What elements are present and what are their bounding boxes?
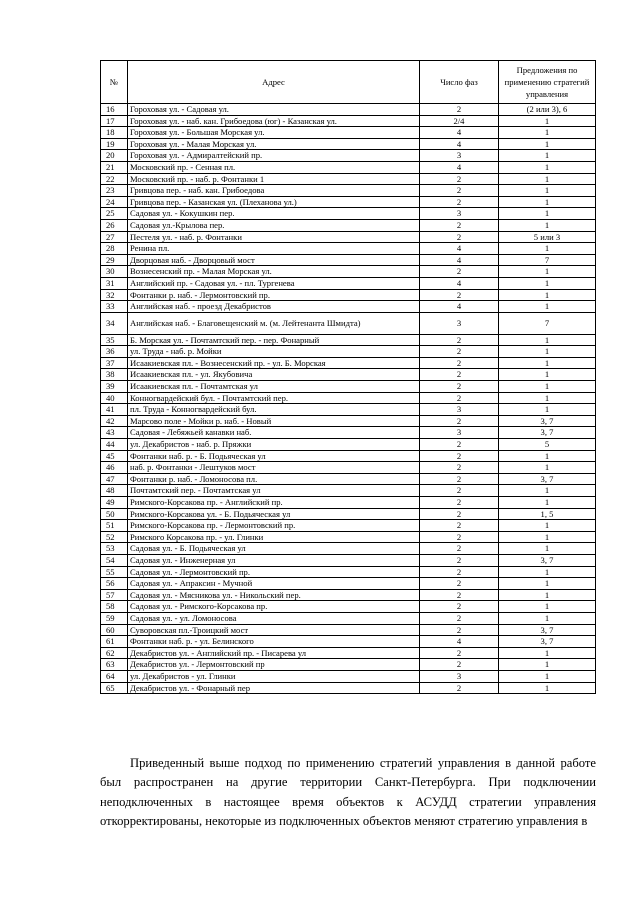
table-row xyxy=(101,346,596,358)
row-phase-count: 2 xyxy=(420,659,499,671)
table-row xyxy=(101,334,596,346)
row-number: 50 xyxy=(101,508,128,520)
row-strategy: 1 xyxy=(499,357,596,369)
row-phase-count: 2 xyxy=(420,589,499,601)
table-row xyxy=(101,485,596,497)
row-phase-count: 3 xyxy=(420,208,499,220)
row-address: Садовая ул. - Инженерная ул xyxy=(128,554,420,566)
row-strategy: 7 xyxy=(499,312,596,334)
table-row xyxy=(101,601,596,613)
row-phase-count: 2 xyxy=(420,231,499,243)
row-phase-count: 2 xyxy=(420,578,499,590)
row-phase-count: 2 xyxy=(420,485,499,497)
table-row xyxy=(101,520,596,532)
row-phase-count: 2 xyxy=(420,601,499,613)
body-paragraph xyxy=(100,754,596,832)
row-phase-count: 3 xyxy=(420,404,499,416)
row-strategy: 1, 5 xyxy=(499,508,596,520)
row-strategy: 1 xyxy=(499,150,596,162)
row-address: Садовая ул. - Лермонтовский пр. xyxy=(128,566,420,578)
row-strategy: 1 xyxy=(499,520,596,532)
table-row xyxy=(101,254,596,266)
row-strategy: 1 xyxy=(499,566,596,578)
row-strategy: 3, 7 xyxy=(499,624,596,636)
row-address: Гривцова пер. - Казанская ул. (Плеханова ул.) xyxy=(128,196,420,208)
row-number: 19 xyxy=(101,138,128,150)
row-number: 21 xyxy=(101,161,128,173)
row-number: 37 xyxy=(101,357,128,369)
row-strategy: 3, 7 xyxy=(499,554,596,566)
row-strategy: 1 xyxy=(499,647,596,659)
row-address: Гороховая ул. - Большая Морская ул. xyxy=(128,127,420,139)
row-number: 24 xyxy=(101,196,128,208)
table-row xyxy=(101,450,596,462)
row-strategy: 7 xyxy=(499,254,596,266)
row-number: 40 xyxy=(101,392,128,404)
row-number: 54 xyxy=(101,554,128,566)
row-phase-count: 2/4 xyxy=(420,115,499,127)
row-phase-count: 2 xyxy=(420,624,499,636)
row-number: 34 xyxy=(101,312,128,334)
row-strategy: 1 xyxy=(499,346,596,358)
table-row xyxy=(101,301,596,313)
row-number: 17 xyxy=(101,115,128,127)
header-address: Адрес xyxy=(128,61,420,104)
row-strategy: 1 xyxy=(499,392,596,404)
row-number: 61 xyxy=(101,636,128,648)
row-phase-count: 2 xyxy=(420,415,499,427)
row-address: Садовая - Лебяжьей канавки наб. xyxy=(128,427,420,439)
row-strategy: (2 или 3), 6 xyxy=(499,104,596,116)
row-number: 60 xyxy=(101,624,128,636)
row-strategy: 1 xyxy=(499,450,596,462)
row-phase-count: 2 xyxy=(420,682,499,694)
row-address: Почтамтский пер. - Почтамтская ул xyxy=(128,485,420,497)
row-strategy: 5 xyxy=(499,439,596,451)
row-strategy: 1 xyxy=(499,243,596,255)
table-header-row xyxy=(101,61,596,104)
row-number: 32 xyxy=(101,289,128,301)
table-row xyxy=(101,636,596,648)
row-number: 57 xyxy=(101,589,128,601)
row-strategy: 1 xyxy=(499,531,596,543)
row-phase-count: 4 xyxy=(420,277,499,289)
row-address: Исаакиевская пл. - Почтамтская ул xyxy=(128,381,420,393)
row-phase-count: 4 xyxy=(420,127,499,139)
row-number: 45 xyxy=(101,450,128,462)
row-phase-count: 2 xyxy=(420,104,499,116)
row-address: Пестеля ул. - наб. р. Фонтанки xyxy=(128,231,420,243)
table-row xyxy=(101,196,596,208)
row-phase-count: 2 xyxy=(420,439,499,451)
row-strategy: 1 xyxy=(499,266,596,278)
row-number: 39 xyxy=(101,381,128,393)
row-number: 48 xyxy=(101,485,128,497)
table-row xyxy=(101,543,596,555)
row-strategy: 1 xyxy=(499,185,596,197)
header-number: № xyxy=(101,61,128,104)
row-strategy: 5 или 3 xyxy=(499,231,596,243)
row-number: 38 xyxy=(101,369,128,381)
row-number: 28 xyxy=(101,243,128,255)
table-row xyxy=(101,277,596,289)
row-phase-count: 2 xyxy=(420,185,499,197)
row-phase-count: 2 xyxy=(420,473,499,485)
row-address: Английский пр. - Садовая ул. - пл. Тургенева xyxy=(128,277,420,289)
row-phase-count: 2 xyxy=(420,289,499,301)
row-strategy: 1 xyxy=(499,289,596,301)
row-strategy: 1 xyxy=(499,497,596,509)
row-address: Гороховая ул. - Адмиралтейский пр. xyxy=(128,150,420,162)
row-address: Гороховая ул. - Садовая ул. xyxy=(128,104,420,116)
row-number: 30 xyxy=(101,266,128,278)
row-address: ул. Труда - наб. р. Мойки xyxy=(128,346,420,358)
table-row xyxy=(101,554,596,566)
row-address: Московский пр. - наб. р. Фонтанки 1 xyxy=(128,173,420,185)
row-phase-count: 2 xyxy=(420,369,499,381)
row-strategy: 1 xyxy=(499,138,596,150)
row-strategy: 1 xyxy=(499,196,596,208)
row-strategy: 3, 7 xyxy=(499,636,596,648)
row-strategy: 1 xyxy=(499,589,596,601)
row-phase-count: 2 xyxy=(420,392,499,404)
row-address: Декабристов ул. - Лермонтовский пр xyxy=(128,659,420,671)
row-address: Дворцовая наб. - Дворцовый мост xyxy=(128,254,420,266)
table-row xyxy=(101,312,596,334)
row-number: 64 xyxy=(101,670,128,682)
row-phase-count: 2 xyxy=(420,357,499,369)
row-phase-count: 3 xyxy=(420,150,499,162)
row-strategy: 1 xyxy=(499,173,596,185)
table-row xyxy=(101,138,596,150)
table-row xyxy=(101,682,596,694)
row-number: 41 xyxy=(101,404,128,416)
row-phase-count: 2 xyxy=(420,346,499,358)
table-row xyxy=(101,612,596,624)
table-row xyxy=(101,415,596,427)
row-number: 52 xyxy=(101,531,128,543)
row-address: Римского-Корсакова пр. - Английский пр. xyxy=(128,497,420,509)
table-row xyxy=(101,473,596,485)
table-row xyxy=(101,104,596,116)
row-address: Суворовская пл.-Троицкий мост xyxy=(128,624,420,636)
table-body xyxy=(101,104,596,694)
row-address: Вознесенский пр. - Малая Морская ул. xyxy=(128,266,420,278)
row-strategy: 1 xyxy=(499,612,596,624)
row-number: 43 xyxy=(101,427,128,439)
row-strategy: 1 xyxy=(499,219,596,231)
header-phase-count: Число фаз xyxy=(420,61,499,104)
row-number: 47 xyxy=(101,473,128,485)
row-strategy: 1 xyxy=(499,404,596,416)
row-address: Садовая ул.-Крылова пер. xyxy=(128,219,420,231)
row-address: Английская наб. - Благовещенский м. (м. Лейтенанта Шмидта) xyxy=(128,312,420,334)
row-phase-count: 4 xyxy=(420,254,499,266)
row-address: Фонтанки р. наб. - Ломоносова пл. xyxy=(128,473,420,485)
row-number: 18 xyxy=(101,127,128,139)
body-paragraph-text: Приведенный выше подход по применению стратегий управления в данной работе был распространен на другие территории Санкт-Петербурга. При подключении неподключенных в настоящее время объектов к АСУДД стратегии управления откорректированы, некоторые из подключенных объектов меняют стратегию управления в xyxy=(100,756,596,829)
row-strategy: 3, 7 xyxy=(499,427,596,439)
table-row xyxy=(101,427,596,439)
row-phase-count: 3 xyxy=(420,427,499,439)
row-number: 44 xyxy=(101,439,128,451)
row-strategy: 3, 7 xyxy=(499,415,596,427)
row-number: 27 xyxy=(101,231,128,243)
row-strategy: 1 xyxy=(499,659,596,671)
row-strategy: 1 xyxy=(499,115,596,127)
table-row xyxy=(101,508,596,520)
row-strategy: 1 xyxy=(499,601,596,613)
row-number: 29 xyxy=(101,254,128,266)
row-address: Римского-Корсакова пр. - Лермонтовский пр. xyxy=(128,520,420,532)
row-number: 26 xyxy=(101,219,128,231)
row-address: Фонтанки р. наб. - Лермонтовский пр. xyxy=(128,289,420,301)
row-phase-count: 4 xyxy=(420,301,499,313)
table-row xyxy=(101,589,596,601)
row-address: Декабристов ул. - Фонарный пер xyxy=(128,682,420,694)
row-address: наб. р. Фонтанки - Лештуков мост xyxy=(128,462,420,474)
row-address: Московский пр. - Сенная пл. xyxy=(128,161,420,173)
table-row xyxy=(101,439,596,451)
row-phase-count: 2 xyxy=(420,566,499,578)
row-phase-count: 4 xyxy=(420,138,499,150)
table-row xyxy=(101,243,596,255)
table-row xyxy=(101,115,596,127)
row-address: пл. Труда - Конногвардейский бул. xyxy=(128,404,420,416)
table-row xyxy=(101,289,596,301)
row-address: Ренина пл. xyxy=(128,243,420,255)
row-strategy: 1 xyxy=(499,578,596,590)
row-strategy: 1 xyxy=(499,301,596,313)
row-address: Б. Морская ул. - Почтамтский пер. - пер. Фонарный xyxy=(128,334,420,346)
row-phase-count: 2 xyxy=(420,173,499,185)
row-address: Фонтанки наб. р. - Б. Подьяческая ул xyxy=(128,450,420,462)
row-address: Садовая ул. - Мясникова ул. - Никольский пер. xyxy=(128,589,420,601)
row-phase-count: 2 xyxy=(420,196,499,208)
row-number: 33 xyxy=(101,301,128,313)
row-address: Гривцова пер. - наб. кан. Грибоедова xyxy=(128,185,420,197)
row-strategy: 1 xyxy=(499,485,596,497)
row-phase-count: 2 xyxy=(420,647,499,659)
row-address: Английская наб. - проезд Декабристов xyxy=(128,301,420,313)
row-phase-count: 3 xyxy=(420,312,499,334)
row-phase-count: 2 xyxy=(420,497,499,509)
strategy-table xyxy=(100,60,596,694)
row-number: 53 xyxy=(101,543,128,555)
row-strategy: 1 xyxy=(499,208,596,220)
row-number: 35 xyxy=(101,334,128,346)
row-phase-count: 3 xyxy=(420,670,499,682)
row-address: Исаакиевская пл. - ул. Якубовича xyxy=(128,369,420,381)
row-address: ул. Декабристов - наб. р. Пряжки xyxy=(128,439,420,451)
table-row xyxy=(101,208,596,220)
row-address: Гороховая ул. - наб. кан. Грибоедова (юг) - Казанская ул. xyxy=(128,115,420,127)
table-row xyxy=(101,369,596,381)
table-row xyxy=(101,497,596,509)
table-row xyxy=(101,357,596,369)
row-number: 63 xyxy=(101,659,128,671)
row-address: Садовая ул. - Римского-Корсакова пр. xyxy=(128,601,420,613)
row-number: 59 xyxy=(101,612,128,624)
row-strategy: 1 xyxy=(499,462,596,474)
row-phase-count: 2 xyxy=(420,520,499,532)
row-phase-count: 2 xyxy=(420,381,499,393)
row-strategy: 1 xyxy=(499,543,596,555)
row-phase-count: 4 xyxy=(420,161,499,173)
row-phase-count: 4 xyxy=(420,636,499,648)
table-row xyxy=(101,670,596,682)
row-phase-count: 2 xyxy=(420,334,499,346)
row-phase-count: 2 xyxy=(420,543,499,555)
row-address: Садовая ул. - ул. Ломоносова xyxy=(128,612,420,624)
row-number: 20 xyxy=(101,150,128,162)
row-phase-count: 2 xyxy=(420,219,499,231)
row-number: 42 xyxy=(101,415,128,427)
table-row xyxy=(101,231,596,243)
row-strategy: 1 xyxy=(499,277,596,289)
row-phase-count: 2 xyxy=(420,266,499,278)
table-row xyxy=(101,647,596,659)
row-number: 65 xyxy=(101,682,128,694)
row-number: 58 xyxy=(101,601,128,613)
table-row xyxy=(101,578,596,590)
row-address: Марсово поле - Мойки р. наб. - Новый xyxy=(128,415,420,427)
row-address: Конногвардейский бул. - Почтамтский пер. xyxy=(128,392,420,404)
row-phase-count: 2 xyxy=(420,462,499,474)
table-row xyxy=(101,462,596,474)
table-row xyxy=(101,161,596,173)
row-address: Римского Корсакова пр. - ул. Глинки xyxy=(128,531,420,543)
row-strategy: 3, 7 xyxy=(499,473,596,485)
row-strategy: 1 xyxy=(499,670,596,682)
row-phase-count: 2 xyxy=(420,450,499,462)
row-strategy: 1 xyxy=(499,334,596,346)
table-row xyxy=(101,659,596,671)
table-row xyxy=(101,531,596,543)
row-phase-count: 2 xyxy=(420,531,499,543)
row-number: 49 xyxy=(101,497,128,509)
table-row xyxy=(101,381,596,393)
row-strategy: 1 xyxy=(499,127,596,139)
row-number: 22 xyxy=(101,173,128,185)
table-row xyxy=(101,219,596,231)
row-phase-count: 2 xyxy=(420,612,499,624)
table-row xyxy=(101,150,596,162)
row-strategy: 1 xyxy=(499,682,596,694)
row-number: 31 xyxy=(101,277,128,289)
row-number: 46 xyxy=(101,462,128,474)
row-number: 62 xyxy=(101,647,128,659)
table-row xyxy=(101,404,596,416)
row-address: Садовая ул. - Апраксин - Мучной xyxy=(128,578,420,590)
table-row xyxy=(101,127,596,139)
row-phase-count: 2 xyxy=(420,508,499,520)
row-address: Исаакиевская пл. - Вознесенский пр. - ул. Б. Морская xyxy=(128,357,420,369)
row-address: Декабристов ул. - Английский пр. - Писарева ул xyxy=(128,647,420,659)
row-number: 36 xyxy=(101,346,128,358)
row-address: Садовая ул. - Б. Подьяческая ул xyxy=(128,543,420,555)
table-row xyxy=(101,173,596,185)
table-row xyxy=(101,266,596,278)
table-row xyxy=(101,185,596,197)
row-number: 55 xyxy=(101,566,128,578)
table-row xyxy=(101,566,596,578)
row-phase-count: 4 xyxy=(420,243,499,255)
table-row xyxy=(101,624,596,636)
row-address: Фонтанки наб. р. - ул. Белинского xyxy=(128,636,420,648)
row-number: 25 xyxy=(101,208,128,220)
row-phase-count: 2 xyxy=(420,554,499,566)
row-strategy: 1 xyxy=(499,381,596,393)
row-number: 51 xyxy=(101,520,128,532)
row-address: ул. Декабристов - ул. Глинки xyxy=(128,670,420,682)
row-address: Гороховая ул. - Малая Морская ул. xyxy=(128,138,420,150)
row-number: 16 xyxy=(101,104,128,116)
header-strategy-proposals: Предложения по применению стратегий управления xyxy=(499,61,596,104)
row-strategy: 1 xyxy=(499,369,596,381)
row-strategy: 1 xyxy=(499,161,596,173)
row-address: Садовая ул. - Кокушкин пер. xyxy=(128,208,420,220)
row-address: Римского-Корсакова ул. - Б. Подьяческая ул xyxy=(128,508,420,520)
row-number: 23 xyxy=(101,185,128,197)
table-row xyxy=(101,392,596,404)
row-number: 56 xyxy=(101,578,128,590)
